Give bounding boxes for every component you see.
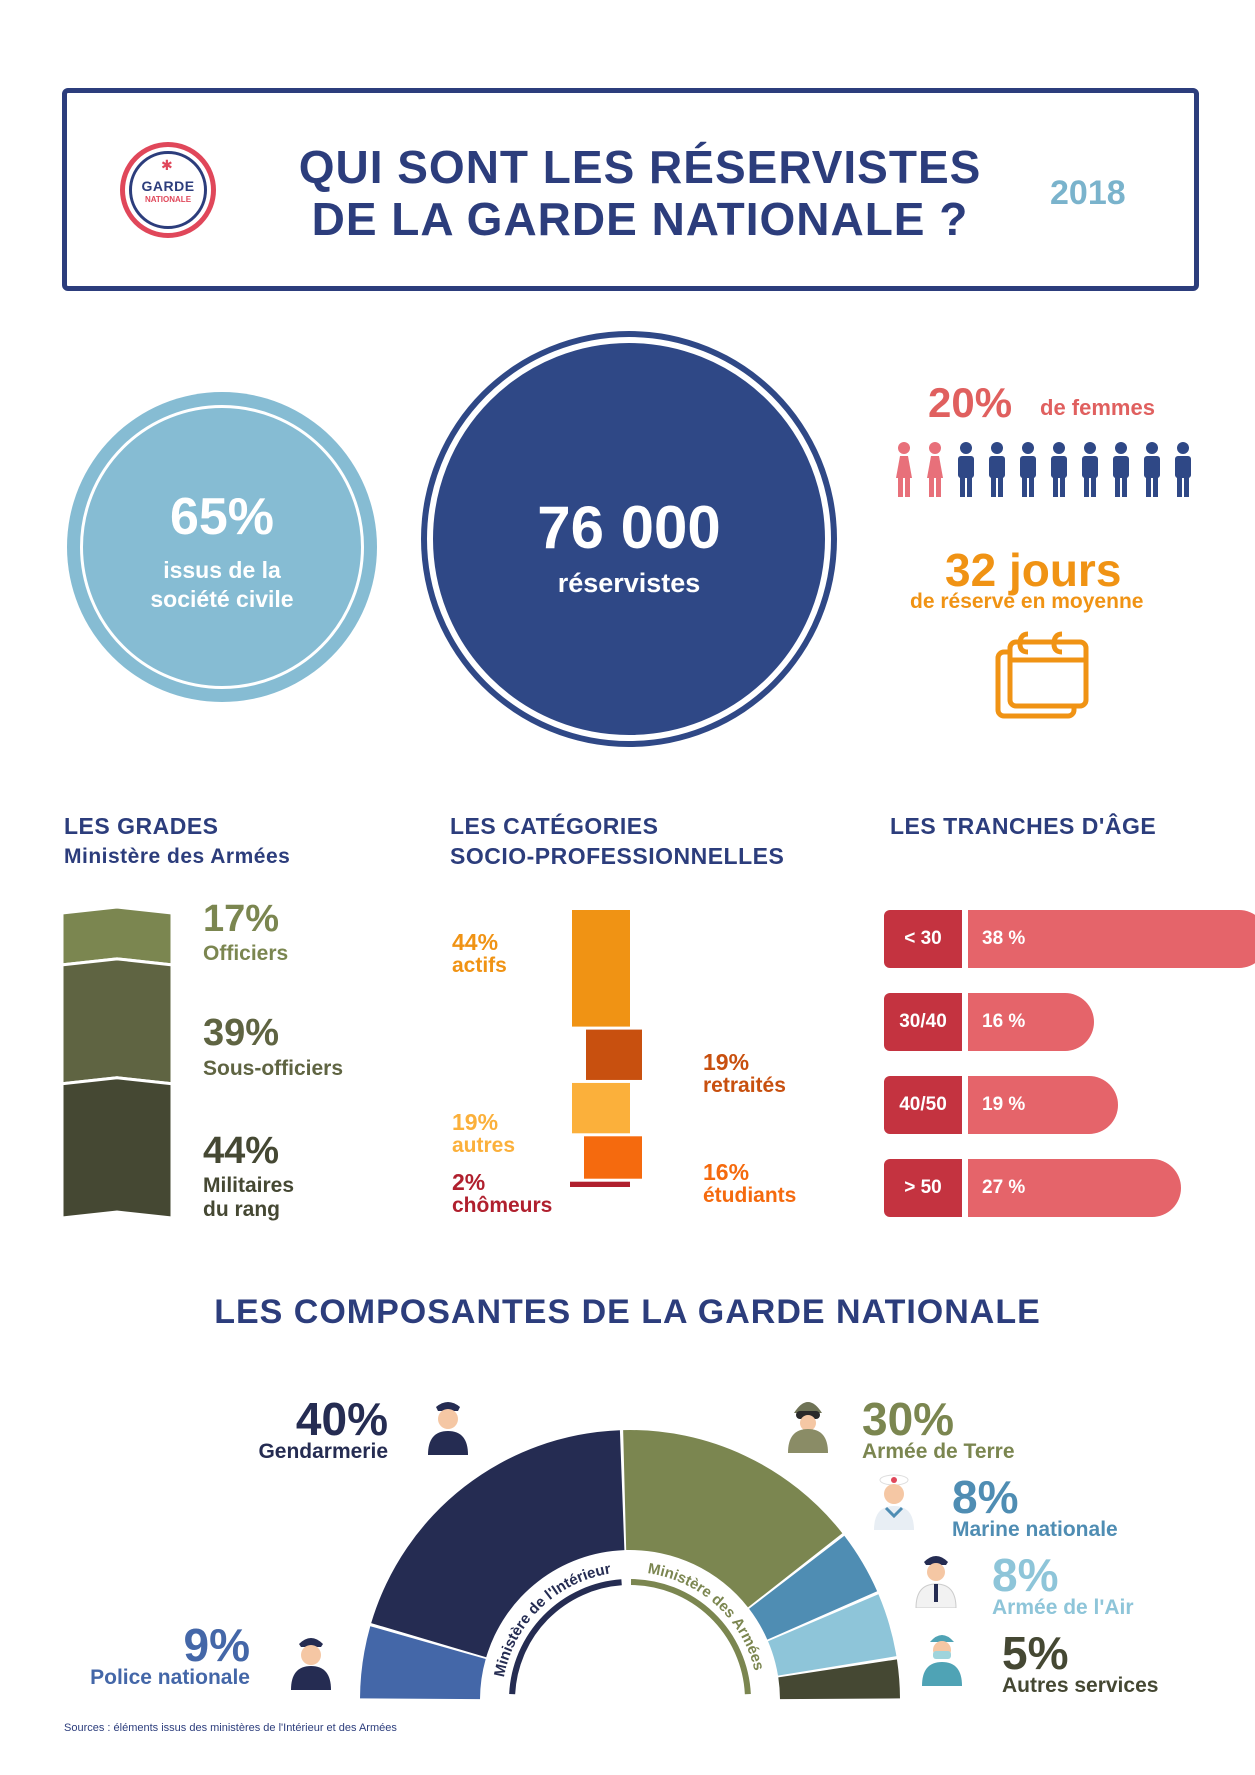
man-icon [1020,442,1036,497]
star-icon: ✱ [161,157,173,173]
age-bar: 16 % [968,993,1094,1051]
csp-pct-retraites: 19% [703,1049,750,1075]
comp-pct-air: 8% [992,1549,1059,1601]
gendarme-icon [425,1395,471,1455]
age-range-label: 30/40 [884,993,962,1051]
logo-line-2: NATIONALE [144,195,192,204]
comp-label-autres: Autres services [1002,1674,1159,1697]
csp-title-line-2: SOCIO-PROFESSIONNELLES [450,843,785,869]
comp-pct-autres: 5% [1002,1627,1069,1679]
csp-label-actifs: actifs [452,954,507,977]
total-reservists-circle [427,337,831,741]
csp-pct-autres: 19% [452,1109,499,1135]
grade-label-militaires-2: du rang [203,1198,280,1221]
grade-segment [62,1078,172,1218]
comp-pct-marine: 8% [952,1471,1019,1523]
total-number: 76 000 [537,494,721,561]
comp-label-gendarmerie: Gendarmerie [258,1440,388,1463]
comp-label-air: Armée de l'Air [992,1596,1134,1619]
women-label: de femmes [1040,395,1155,420]
armees-arc [631,1582,748,1694]
csp-label-etudiants: étudiants [703,1184,797,1207]
grade-pct-officiers: 17% [203,898,280,940]
grades-subtitle: Ministère des Armées [64,845,291,868]
army-soldier-icon [784,1393,832,1453]
grades-chevron-chart [62,905,172,1225]
man-icon [1051,442,1067,497]
age-bar: 27 % [968,1159,1181,1217]
csp-pct-actifs: 44% [452,929,499,955]
man-icon [958,442,974,497]
csp-title-line-1: LES CATÉGORIES [450,813,659,839]
comp-label-marine: Marine nationale [952,1518,1118,1541]
csp-segment [584,1136,642,1178]
grade-segment [62,959,172,1084]
total-label: réservistes [557,568,701,598]
man-icon [989,442,1005,497]
civil-label-2: société civile [150,586,294,612]
women-pct: 20% [928,379,1013,426]
age-title: LES TRANCHES D'ÂGE [890,813,1157,839]
comp-pct-terre: 30% [862,1393,955,1445]
medic-icon [918,1626,966,1686]
sources-note: Sources : éléments issus des ministères de l'Intérieur et des Armées [64,1722,397,1734]
csp-label-retraites: retraités [703,1074,786,1097]
age-range-label: < 30 [884,910,962,968]
air-force-icon [912,1548,960,1608]
sailor-icon [870,1470,918,1530]
civil-pct: 65% [169,488,275,546]
civil-society-circle [67,392,377,702]
csp-pct-etudiants: 16% [703,1159,750,1185]
days-label: de réserve en moyenne [910,590,1144,613]
comp-pct-police: 9% [183,1619,250,1671]
grade-label-officiers: Officiers [203,942,289,965]
component-slice [371,1430,624,1657]
grade-label-militaires-1: Militaires [203,1174,295,1197]
csp-segment [572,1083,630,1133]
age-bar: 38 % [968,910,1255,968]
garde-nationale-logo [120,142,216,238]
man-icon [1113,442,1129,497]
people-icons [890,440,1200,500]
csp-label-chomeurs: chômeurs [452,1194,553,1217]
man-icon [1144,442,1160,497]
csp-segment [586,1030,642,1080]
logo-line-1: GARDE [141,178,195,194]
grades-title: LES GRADES [64,813,219,839]
page-title-line-2: DE LA GARDE NATIONALE ? [311,193,969,245]
grade-pct-sous-officiers: 39% [203,1012,280,1054]
civil-label-1: issus de la [163,557,281,583]
csp-label-autres: autres [452,1134,516,1157]
grade-label-sous-officiers: Sous-officiers [203,1057,344,1080]
components-title: LES COMPOSANTES DE LA GARDE NATIONALE [214,1293,1041,1331]
csp-segment [570,1182,630,1187]
woman-icon [896,442,912,497]
csp-stacked-chart [570,910,670,1230]
calendar-icon [990,630,1100,730]
comp-pct-gendarmerie: 40% [295,1393,388,1445]
comp-label-terre: Armée de Terre [862,1440,1015,1463]
grade-segment [62,907,172,965]
csp-pct-chomeurs: 2% [452,1169,486,1195]
age-range-label: > 50 [884,1159,962,1217]
grade-pct-militaires: 44% [203,1130,280,1172]
page-title-line-1: QUI SONT LES RÉSERVISTES [298,141,982,193]
interieur-label: Ministère de l'Intérieur [491,1560,612,1679]
csp-segment [572,910,630,1027]
police-officer-icon [288,1630,334,1690]
comp-label-police: Police nationale [90,1666,250,1689]
man-icon [1175,442,1191,497]
woman-icon [927,442,943,497]
age-range-label: 40/50 [884,1076,962,1134]
man-icon [1082,442,1098,497]
armees-label: Ministère des Armées [646,1560,768,1673]
interieur-arc [512,1582,621,1694]
age-bar: 19 % [968,1076,1118,1134]
year-label: 2018 [1050,174,1126,212]
days-number: 32 jours [945,544,1122,596]
